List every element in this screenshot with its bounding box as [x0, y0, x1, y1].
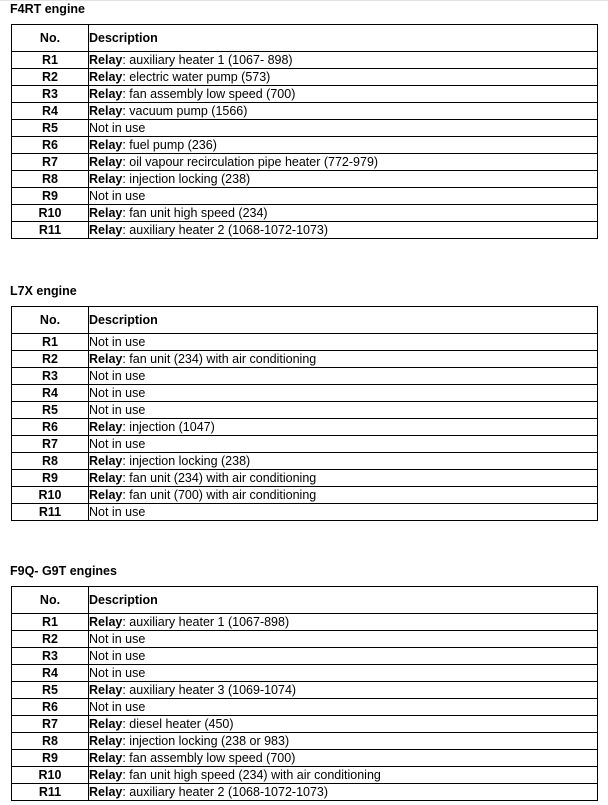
- relay-description: [89, 716, 598, 733]
- table-row: [12, 487, 598, 504]
- relay-label: Relay: [89, 420, 123, 434]
- relay-description: [89, 171, 598, 188]
- relay-description: [89, 784, 598, 801]
- relay-number: R2: [12, 69, 89, 86]
- table-row: [12, 419, 598, 436]
- relay-label: Relay: [89, 138, 123, 152]
- column-header-description: Description: [89, 307, 598, 334]
- relay-description-text: Not in use: [89, 649, 146, 663]
- relay-description-text: Not in use: [89, 386, 146, 400]
- relay-description-text: : injection locking (238): [122, 172, 251, 186]
- relay-description-text: : vacuum pump (1566): [122, 104, 248, 118]
- section-title: L7X engine: [10, 284, 77, 298]
- relay-number: R8: [12, 453, 89, 470]
- relay-number: R1: [12, 52, 89, 69]
- table-row: [12, 120, 598, 137]
- relay-number: R10: [12, 205, 89, 222]
- relay-description: [89, 188, 598, 205]
- relay-number: R3: [12, 368, 89, 385]
- relay-description: [89, 419, 598, 436]
- relay-label: Relay: [89, 751, 123, 765]
- relay-description-text: Not in use: [89, 369, 146, 383]
- relay-number: R8: [12, 733, 89, 750]
- table-row: [12, 716, 598, 733]
- relay-description: [89, 767, 598, 784]
- table-row: [12, 351, 598, 368]
- relay-description: [89, 487, 598, 504]
- relay-description: [89, 154, 598, 171]
- relay-description: [89, 205, 598, 222]
- table-row: [12, 368, 598, 385]
- relay-table: [11, 24, 598, 239]
- relay-number: R10: [12, 767, 89, 784]
- table-row: [12, 222, 598, 239]
- relay-description-text: : fan assembly low speed (700): [122, 751, 296, 765]
- relay-description-text: : auxiliary heater 1 (1067-898): [122, 615, 290, 629]
- relay-description: [89, 665, 598, 682]
- column-header-description: Description: [89, 25, 598, 52]
- relay-description: [89, 402, 598, 419]
- table-row: [12, 103, 598, 120]
- column-header-no: No.: [12, 25, 89, 52]
- relay-label: Relay: [89, 734, 123, 748]
- relay-label: Relay: [89, 352, 123, 366]
- relay-number: R10: [12, 487, 89, 504]
- table-row: [12, 631, 598, 648]
- section-title: F9Q- G9T engines: [10, 564, 117, 578]
- relay-label: Relay: [89, 471, 123, 485]
- relay-description-text: Not in use: [89, 505, 146, 519]
- relay-description-text: : diesel heater (450): [122, 717, 234, 731]
- table-row: [12, 334, 598, 351]
- relay-number: R4: [12, 385, 89, 402]
- relay-number: R8: [12, 171, 89, 188]
- relay-description-text: Not in use: [89, 403, 146, 417]
- relay-description-text: Not in use: [89, 121, 146, 135]
- table-row: [12, 154, 598, 171]
- relay-description: [89, 368, 598, 385]
- relay-description: [89, 52, 598, 69]
- table-row: [12, 699, 598, 716]
- relay-description: [89, 69, 598, 86]
- top-rule: [0, 0, 608, 1]
- relay-description: [89, 682, 598, 699]
- relay-label: Relay: [89, 104, 123, 118]
- relay-description: [89, 385, 598, 402]
- relay-number: R2: [12, 351, 89, 368]
- relay-description-text: : auxiliary heater 3 (1069-1074): [122, 683, 297, 697]
- relay-number: R9: [12, 470, 89, 487]
- relay-number: R1: [12, 334, 89, 351]
- section-title: F4RT engine: [10, 2, 86, 16]
- table-row: [12, 504, 598, 521]
- table-row: [12, 69, 598, 86]
- relay-description: [89, 222, 598, 239]
- relay-description: [89, 631, 598, 648]
- table-row: [12, 470, 598, 487]
- relay-label: Relay: [89, 87, 123, 101]
- relay-number: R3: [12, 648, 89, 665]
- relay-description-text: : injection (1047): [122, 420, 215, 434]
- table-row: [12, 453, 598, 470]
- relay-description: [89, 120, 598, 137]
- relay-description-text: : fan assembly low speed (700): [122, 87, 296, 101]
- relay-number: R6: [12, 699, 89, 716]
- relay-number: R9: [12, 750, 89, 767]
- relay-description-text: : fan unit high speed (234) with air conditioning: [122, 768, 381, 782]
- column-header-no: No.: [12, 587, 89, 614]
- relay-description-text: : auxiliary heater 1 (1067- 898): [122, 53, 293, 67]
- relay-number: R11: [12, 222, 89, 239]
- relay-description-text: : fan unit (700) with air conditioning: [122, 488, 317, 502]
- relay-description-text: Not in use: [89, 666, 146, 680]
- relay-description: [89, 648, 598, 665]
- table-row: [12, 784, 598, 801]
- table-header-row: [12, 307, 598, 334]
- table-row: [12, 436, 598, 453]
- relay-label: Relay: [89, 785, 123, 799]
- table-row: [12, 205, 598, 222]
- relay-label: Relay: [89, 223, 123, 237]
- table-row: [12, 137, 598, 154]
- relay-label: Relay: [89, 206, 123, 220]
- relay-label: Relay: [89, 70, 123, 84]
- relay-description: [89, 504, 598, 521]
- table-row: [12, 402, 598, 419]
- relay-number: R4: [12, 665, 89, 682]
- table-header-row: [12, 25, 598, 52]
- relay-description: [89, 436, 598, 453]
- table-row: [12, 648, 598, 665]
- relay-number: R4: [12, 103, 89, 120]
- relay-label: Relay: [89, 172, 123, 186]
- relay-label: Relay: [89, 454, 123, 468]
- relay-description: [89, 750, 598, 767]
- relay-description-text: : oil vapour recirculation pipe heater (772-979): [122, 155, 379, 169]
- table-row: [12, 385, 598, 402]
- relay-number: R9: [12, 188, 89, 205]
- relay-description: [89, 733, 598, 750]
- table-row: [12, 614, 598, 631]
- relay-number: R5: [12, 682, 89, 699]
- relay-number: R11: [12, 784, 89, 801]
- relay-description-text: : electric water pump (573): [122, 70, 271, 84]
- relay-number: R7: [12, 716, 89, 733]
- relay-table: [11, 586, 598, 801]
- table-row: [12, 750, 598, 767]
- relay-description-text: Not in use: [89, 189, 146, 203]
- relay-description: [89, 351, 598, 368]
- relay-description: [89, 103, 598, 120]
- relay-description: [89, 470, 598, 487]
- relay-description-text: Not in use: [89, 632, 146, 646]
- relay-label: Relay: [89, 683, 123, 697]
- relay-description-text: : auxiliary heater 2 (1068-1072-1073): [122, 223, 329, 237]
- relay-label: Relay: [89, 717, 123, 731]
- relay-number: R3: [12, 86, 89, 103]
- relay-description-text: : injection locking (238 or 983): [122, 734, 290, 748]
- relay-description-text: : fan unit high speed (234): [122, 206, 268, 220]
- table-row: [12, 682, 598, 699]
- table-row: [12, 171, 598, 188]
- relay-description-text: : fan unit (234) with air conditioning: [122, 352, 317, 366]
- relay-description: [89, 137, 598, 154]
- relay-number: R6: [12, 419, 89, 436]
- relay-description-text: : fan unit (234) with air conditioning: [122, 471, 317, 485]
- relay-description-text: Not in use: [89, 335, 146, 349]
- relay-label: Relay: [89, 488, 123, 502]
- relay-number: R11: [12, 504, 89, 521]
- relay-number: R7: [12, 154, 89, 171]
- relay-number: R7: [12, 436, 89, 453]
- relay-description-text: : auxiliary heater 2 (1068-1072-1073): [122, 785, 329, 799]
- relay-label: Relay: [89, 155, 123, 169]
- relay-number: R5: [12, 402, 89, 419]
- relay-description-text: : fuel pump (236): [122, 138, 217, 152]
- relay-number: R2: [12, 631, 89, 648]
- table-row: [12, 767, 598, 784]
- relay-table: [11, 306, 598, 521]
- relay-description: [89, 453, 598, 470]
- table-row: [12, 733, 598, 750]
- relay-number: R1: [12, 614, 89, 631]
- table-row: [12, 188, 598, 205]
- relay-label: Relay: [89, 768, 123, 782]
- relay-description-text: Not in use: [89, 437, 146, 451]
- relay-description: [89, 86, 598, 103]
- column-header-no: No.: [12, 307, 89, 334]
- column-header-description: Description: [89, 587, 598, 614]
- relay-label: Relay: [89, 615, 123, 629]
- table-header-row: [12, 587, 598, 614]
- relay-description-text: : injection locking (238): [122, 454, 251, 468]
- relay-description-text: Not in use: [89, 700, 146, 714]
- table-row: [12, 52, 598, 69]
- relay-number: R5: [12, 120, 89, 137]
- relay-description: [89, 334, 598, 351]
- relay-label: Relay: [89, 53, 123, 67]
- relay-number: R6: [12, 137, 89, 154]
- table-row: [12, 86, 598, 103]
- relay-description: [89, 614, 598, 631]
- table-row: [12, 665, 598, 682]
- relay-description: [89, 699, 598, 716]
